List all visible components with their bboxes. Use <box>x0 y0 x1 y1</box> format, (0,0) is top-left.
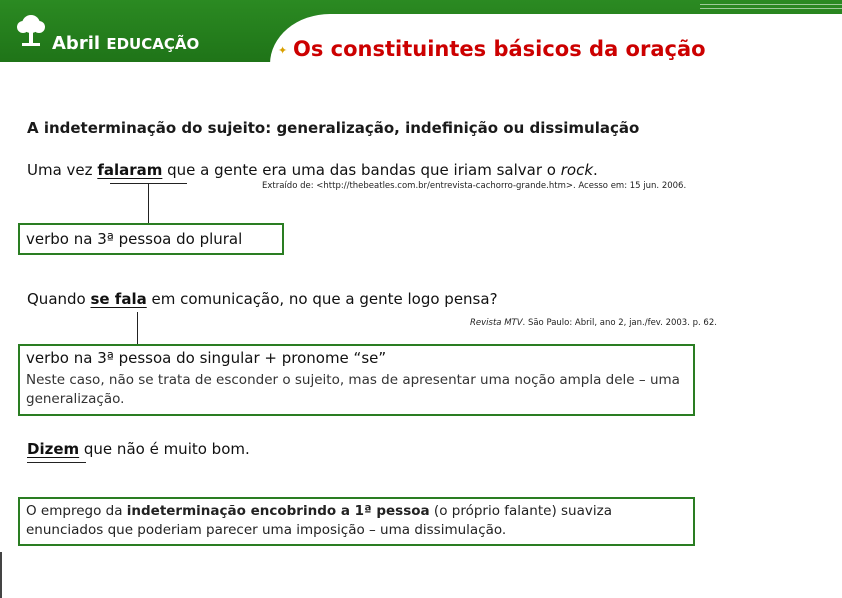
example-sentence-2 <box>27 290 498 308</box>
left-edge-bar <box>0 552 2 598</box>
example1-before: Uma vez <box>27 161 98 179</box>
example1-italic: rock <box>560 161 594 179</box>
note3-after: (o próprio falante) suaviza enunciados que poderiam parecer uma imposição – uma dissimulação. <box>26 503 612 538</box>
brand-name <box>52 33 199 54</box>
note-box-2 <box>18 344 695 416</box>
brand-abril: Abril <box>52 33 101 54</box>
connector-line <box>137 312 138 344</box>
note-text: verbo na 3ª pessoa do plural <box>26 230 243 248</box>
source-magazine: Revista MTV <box>470 318 523 328</box>
example2-verb: se fala <box>90 290 147 308</box>
connector-line <box>27 462 86 463</box>
note-body-3 <box>20 499 693 540</box>
brand-logo-icon <box>12 12 50 50</box>
brand-division: EDUCAÇÃO <box>106 35 200 53</box>
example1-end: . <box>593 161 598 179</box>
section-heading: A indeterminação do sujeito: generalização, indefinição ou dissimulação <box>27 119 640 137</box>
example2-before: Quando <box>27 290 91 308</box>
page-title: Os constituintes básicos da oração <box>293 37 706 61</box>
example3-verb: Dizem <box>27 440 80 458</box>
note-title: verbo na 3ª pessoa do singular + pronome “se” <box>26 349 387 367</box>
source-rest: . São Paulo: Abril, ano 2, jan./fev. 2003. p. 62. <box>522 318 717 328</box>
source-citation-1: Extraído de: <http://thebeatles.com.br/entrevista-cachorro-grande.htm>. Acesso em: 15 jun. 2006. <box>262 181 687 191</box>
example2-after: em comunicação, no que a gente logo pensa? <box>146 290 498 308</box>
connector-line <box>148 183 149 223</box>
note3-before: O emprego da <box>26 503 127 519</box>
note3-bold: indeterminação encobrindo a 1ª pessoa <box>126 503 430 519</box>
example3-after: que não é muito bom. <box>79 440 250 458</box>
example1-verb: falaram <box>97 161 163 179</box>
title-bullet-icon: ✦ <box>278 44 288 57</box>
header-stripe <box>700 4 842 5</box>
header-stripe <box>700 8 842 9</box>
source-citation-2 <box>470 318 717 328</box>
example-sentence-1 <box>27 161 598 179</box>
note-body: Neste caso, não se trata de esconder o sujeito, mas de apresentar uma noção ampla dele – uma generalização. <box>26 372 680 407</box>
note-box-1 <box>18 223 284 255</box>
example1-after: que a gente era uma das bandas que iriam salvar o <box>162 161 561 179</box>
example-sentence-3 <box>27 440 250 458</box>
note-box-3 <box>18 497 695 546</box>
